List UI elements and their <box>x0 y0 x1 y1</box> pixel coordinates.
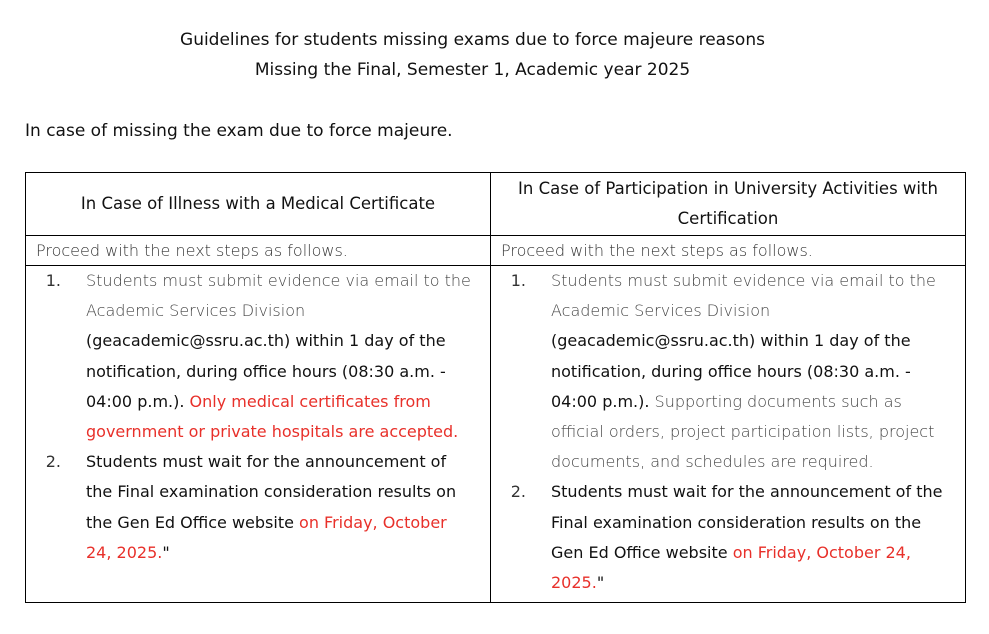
steps-list-left <box>26 266 490 572</box>
intro-text: In case of missing the exam due to force majeure. <box>25 121 453 141</box>
steps-cell-right <box>491 266 966 603</box>
header-illness: In Case of Illness with a Medical Certificate <box>80 194 436 213</box>
list-item <box>491 477 951 598</box>
table-header-row <box>26 173 966 236</box>
list-item <box>491 266 951 477</box>
steps-list-right <box>491 266 965 602</box>
step-text: Students must wait for the announcement of the Final examination consideration results on the Gen Ed Office website on Friday, October 24, 2025." <box>551 482 943 593</box>
proceed-cell-right <box>491 236 966 266</box>
list-item <box>26 266 476 447</box>
header-cell-activities <box>491 173 966 236</box>
step-text: Students must submit evidence via email to the Academic Services Division (geacademic@ssru.ac.th) within 1 day of the notification, during office hours (08:30 a.m. - 04:00 p.m.). Supporting documents such as official orders, project participation lists, project documents, and schedules are required. <box>551 271 936 472</box>
step-number: 1. <box>510 271 526 290</box>
list-item <box>26 447 476 568</box>
document-title: Guidelines for students missing exams due to force majeure reasons <box>180 30 765 50</box>
document-subtitle: Missing the Final, Semester 1, Academic year 2025 <box>254 60 691 80</box>
proceed-cell-left <box>26 236 491 266</box>
guidelines-table <box>25 172 966 603</box>
step-number: 1. <box>45 271 61 290</box>
step-text: Students must submit evidence via email to the Academic Services Division (geacademic@ssru.ac.th) within 1 day of the notification, during office hours (08:30 a.m. - 04:00 p.m.). Only medical certificates from government or private hospitals are accepted. <box>86 271 471 442</box>
step-number: 2. <box>510 482 526 502</box>
steps-row <box>26 266 966 603</box>
proceed-row <box>26 236 966 266</box>
proceed-text-left: Proceed with the next steps as follows. <box>36 241 348 260</box>
header-activities: In Case of Participation in University Activities with Certification <box>518 179 938 228</box>
step-text: Students must wait for the announcement of the Final examination consideration results on the Gen Ed Office website on Friday, October 24, 2025." <box>86 452 457 562</box>
proceed-text-right: Proceed with the next steps as follows. <box>501 241 813 260</box>
step-number: 2. <box>45 452 61 472</box>
steps-cell-left <box>26 266 491 603</box>
header-cell-illness <box>26 173 491 236</box>
